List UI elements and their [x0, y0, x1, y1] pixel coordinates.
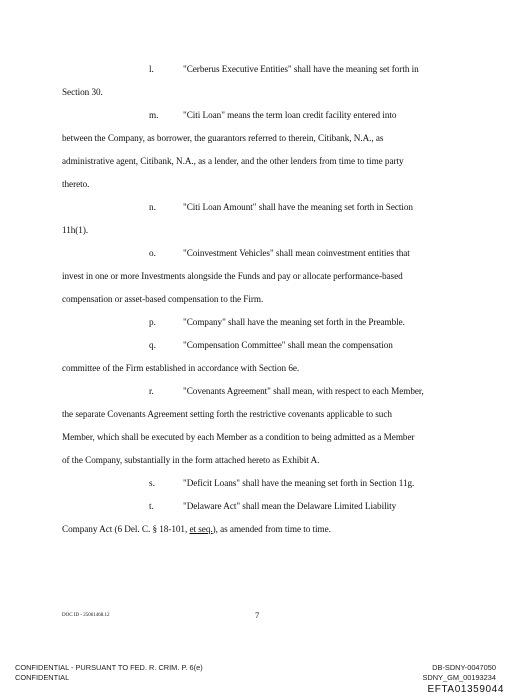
definition-continuation: of the Company, substantially in the form attached hereto as Exhibit A. [62, 455, 320, 465]
definition-continuation: between the Company, as borrower, the guarantors referred to therein, Citibank, N.A., as [62, 133, 384, 143]
bates-number-db: DB-SDNY-0047050 [432, 663, 496, 672]
et-seq-citation: et seq. [189, 524, 213, 534]
definition-continuation: the separate Covenants Agreement setting forth the restrictive covenants applicable to such [62, 409, 392, 419]
item-marker-n: n. [149, 202, 156, 212]
item-marker-m: m. [149, 110, 159, 120]
confidential-notice: CONFIDENTIAL - PURSUANT TO FED. R. CRIM. P. 6(e) [15, 663, 203, 672]
definition-company: "Company" shall have the meaning set forth in the Preamble. [183, 317, 405, 327]
definition-continuation: committee of the Firm established in accordance with Section 6e. [62, 363, 300, 373]
definition-continuation: invest in one or more Investments alongside the Funds and pay or allocate performance-based [62, 271, 403, 281]
item-marker-l: l. [149, 64, 154, 74]
definition-continuation: 11h(1). [62, 225, 89, 235]
definition-citi-loan: "Citi Loan" means the term loan credit facility entered into [183, 110, 397, 120]
definition-covenants-agreement: "Covenants Agreement" shall mean, with respect to each Member, [183, 386, 424, 396]
efta-number: EFTA01359044 [427, 684, 504, 695]
definition-coinvestment-vehicles: "Coinvestment Vehicles" shall mean coinvestment entities that [183, 248, 410, 258]
definition-continuation: Section 30. [62, 87, 103, 97]
delaware-act-citation: Company Act (6 Del. C. § 18-101, [62, 524, 190, 534]
definition-continuation: compensation or asset-based compensation to the Firm. [62, 294, 264, 304]
definition-continuation: administrative agent, Citibank, N.A., as a lender, and the other lenders from time to time party [62, 156, 404, 166]
bates-number-sdny: SDNY_GM_00193234 [422, 673, 496, 682]
item-marker-t: t. [149, 501, 154, 511]
definition-delaware-act: "Delaware Act" shall mean the Delaware Limited Liability [183, 501, 397, 511]
page-number: 7 [255, 610, 260, 620]
item-marker-q: q. [149, 340, 156, 350]
item-marker-p: p. [149, 317, 156, 327]
doc-id: DOC ID - 25061468.12 [62, 613, 110, 618]
definition-deficit-loans: "Deficit Loans" shall have the meaning set forth in Section 11g. [183, 478, 415, 488]
definition-continuation [62, 524, 331, 535]
definition-cerberus-executive-entities: "Cerberus Executive Entities" shall have the meaning set forth in [183, 64, 419, 74]
item-marker-s: s. [149, 478, 155, 488]
definition-citi-loan-amount: "Citi Loan Amount" shall have the meaning set forth in Section [183, 202, 413, 212]
definition-compensation-committee: "Compensation Committee" shall mean the compensation [183, 340, 393, 350]
item-marker-o: o. [149, 248, 156, 258]
delaware-act-citation-end: ), as amended from time to time. [212, 524, 331, 534]
item-marker-r: r. [149, 386, 154, 396]
definition-continuation: Member, which shall be executed by each Member as a condition to being admitted as a Member [62, 432, 415, 442]
confidential-label: CONFIDENTIAL [15, 673, 70, 682]
definition-continuation: thereto. [62, 179, 90, 189]
